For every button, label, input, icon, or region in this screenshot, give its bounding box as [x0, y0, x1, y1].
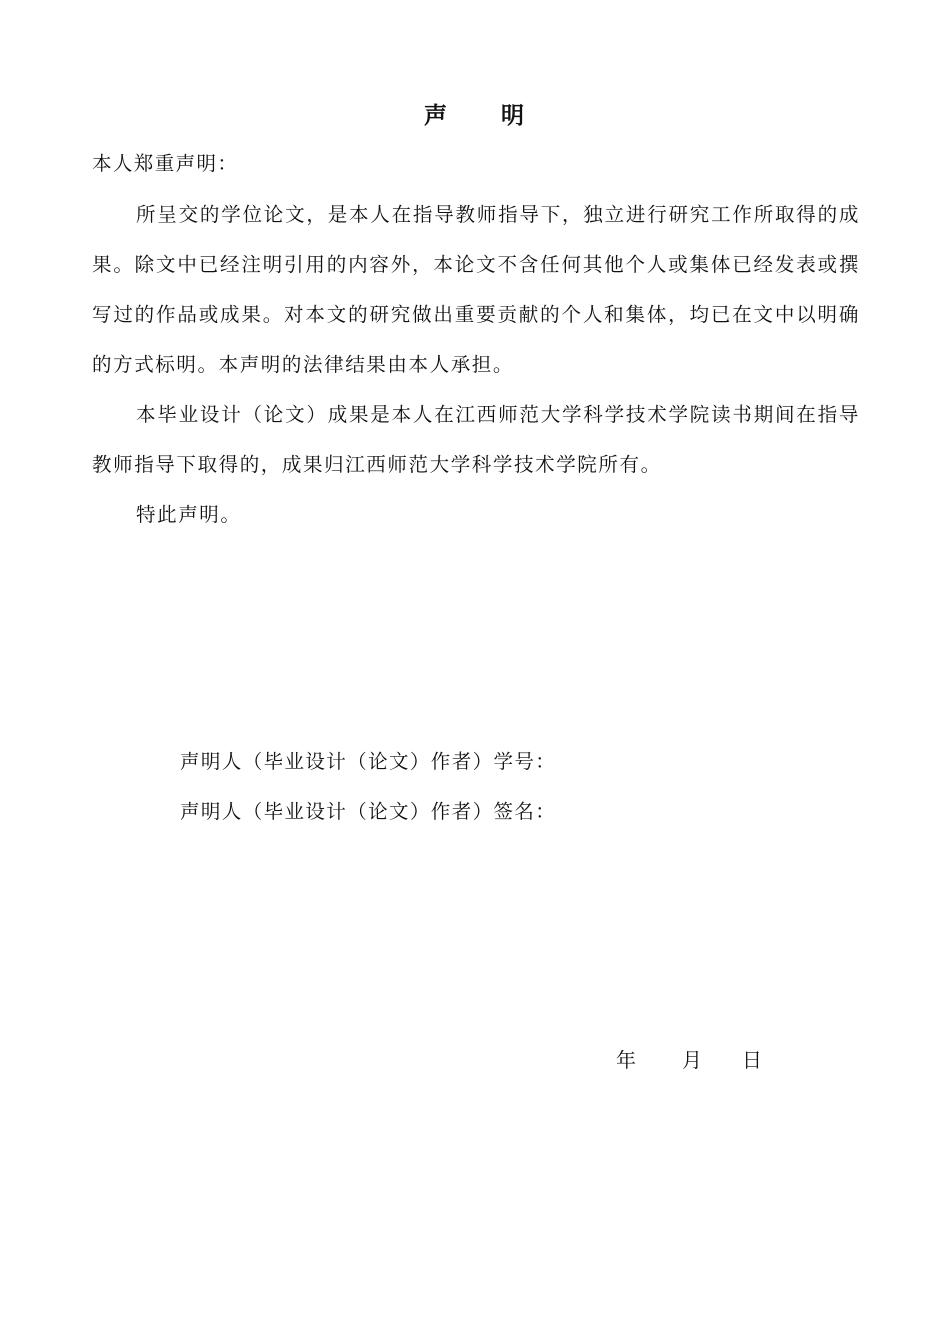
declaration-paragraph-3: 特此声明。 — [136, 503, 242, 526]
declaration-paragraph-2: 本毕业设计（论文）成果是本人在江西师范大学科学技术学院读书期间在指导教师指导下取得的，成果归江西师范大学科学技术学院所有。 — [92, 403, 860, 476]
declaration-paragraph-1: 所呈交的学位论文，是本人在指导教师指导下，独立进行研究工作所取得的成果。除文中已经注明引用的内容外，本论文不含任何其他个人或集体已经发表或撰写过的作品或成果。对本文的研究做出重要贡献的个人和集体，均已在文中以明确的方式标明。本声明的法律结果由本人承担。 — [92, 203, 860, 376]
date-year-label: 年 — [616, 1048, 636, 1072]
title-char-2: 明 — [501, 103, 526, 129]
signature-student-id-label: 声明人（毕业设计（论文）作者）学号： — [180, 750, 557, 773]
date-day-label: 日 — [742, 1048, 762, 1072]
signature-name-label: 声明人（毕业设计（论文）作者）签名： — [180, 800, 557, 823]
intro-line: 本人郑重声明： — [92, 152, 239, 175]
date-line — [616, 1046, 762, 1074]
title-char-1: 声 — [424, 103, 449, 129]
page-title — [0, 98, 950, 134]
date-month-label: 月 — [682, 1048, 702, 1072]
